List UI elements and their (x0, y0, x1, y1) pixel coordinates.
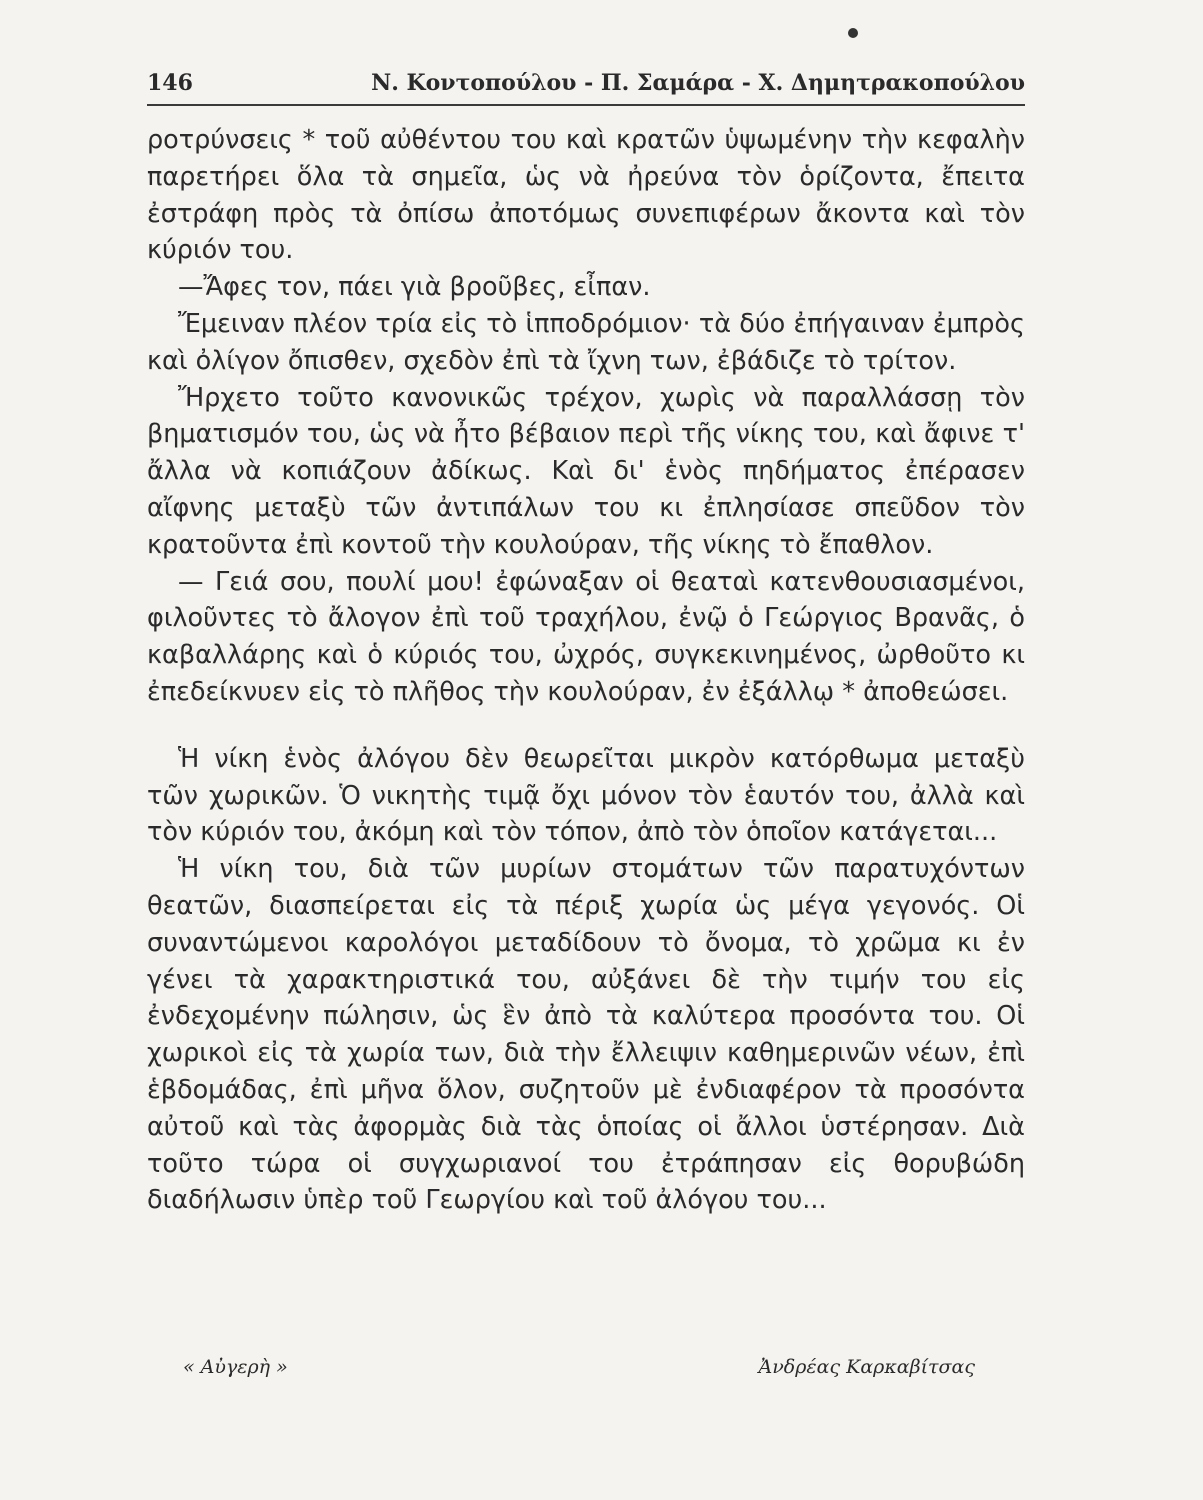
author-name: Ἀνδρέας Καρκαβίτσας (758, 1356, 975, 1378)
running-head: Ν. Κοντοπούλου - Π. Σαμάρα - Χ. Δημητρακοπούλου (371, 70, 1025, 96)
page-number: 146 (147, 70, 193, 96)
citation-footer (147, 1356, 1025, 1390)
page-header (147, 64, 1025, 106)
ink-speck (848, 28, 858, 38)
paragraph-2: —Ἄφες τον, πάει γιὰ βροῦβες, εἶπαν. (178, 272, 651, 303)
paragraph-3: Ἔμειναν πλέον τρία εἰς τὸ ἱπποδρόμιον· τὰ δύο ἐπήγαιναν ἐμπρὸς καὶ ὀλίγον ὄπισθεν, σχεδὸν ἐπὶ τὰ ἴχνη των, ἐβάδιζε τὸ τρίτον. (147, 308, 1025, 376)
source-title: « Αὐγερὴ » (183, 1356, 288, 1378)
paragraph-1: ροτρύνσεις * τοῦ αὐθέντου του καὶ κρατῶν ὑψωμένην τὴν κεφαλὴν παρετήρει ὅλα τὰ σημεῖα, ὡς νὰ ἠρεύνα τὸν ὁρίζοντα, ἔπειτα ἐστράφη πρὸς τὰ ὀπίσω ἀποτόμως συνεπιφέρων ἄκοντα καὶ τὸν κύριόν του. (147, 125, 1025, 266)
paragraph-4: Ἤρχετο τοῦτο κανονικῶς τρέχον, χωρὶς νὰ παραλλάσσῃ τὸν βηματισμόν του, ὡς νὰ ἦτο βέβαιον περὶ τῆς νίκης του, καὶ ἄφινε τ' ἄλλα νὰ κοπιάζουν ἀδίκως. Καὶ δι' ἑνὸς πηδήματος ἐπέρασεν αἴφνης μεταξὺ τῶν ἀντιπάλων του κι ἐπλησίασε σπεῦδον τὸν κρατοῦντα ἐπὶ κοντοῦ τὴν κουλούραν, τῆς νίκης τὸ ἔπαθλον. (147, 382, 1025, 560)
body-text (147, 122, 1025, 1219)
paragraph-7: Ἡ νίκη του, διὰ τῶν μυρίων στομάτων τῶν παρατυχόντων θεατῶν, διασπείρεται εἰς τὰ πέριξ χωρία ὡς μέγα γεγονός. Οἱ συναντώμενοι καρολόγοι μεταδίδουν τὸ ὄνομα, τὸ χρῶμα κι ἐν γένει τὰ χαρακτηριστικά του, αὐξάνει δὲ τὴν τιμήν του εἰς ἐνδεχομένην πώλησιν, ὡς ἓν ἀπὸ τὰ καλύτερα προσόντα του. Οἱ χωρικοὶ εἰς τὰ χωρία των, διὰ τὴν ἔλλειψιν καθημερινῶν νέων, ἐπὶ ἑβδομάδας, ἐπὶ μῆνα ὅλον, συζητοῦν μὲ ἐνδιαφέρον τὰ προσόντα αὐτοῦ καὶ τὰς ἀφορμὰς διὰ τὰς ὁποίας οἱ ἄλλοι ὑστέρησαν. Διὰ τοῦτο τώρα οἱ συγχωριανοί του ἐτράπησαν εἰς θορυβώδη διαδήλωσιν ὑπὲρ τοῦ Γεωργίου καὶ τοῦ ἀλόγου του... (147, 854, 1025, 1216)
paragraph-5: — Γειά σου, πουλί μου! ἐφώναξαν οἱ θεαταὶ κατενθουσιασμένοι, φιλοῦντες τὸ ἄλογον ἐπὶ τοῦ τραχήλου, ἐνῷ ὁ Γεώργιος Βρανᾶς, ὁ καβαλλάρης καὶ ὁ κύριός του, ὠχρός, συγκεκινημένος, ὠρθοῦτο κι ἐπεδείκνυεν εἰς τὸ πλῆθος τὴν κουλούραν, ἐν ἐξάλλῳ * ἀποθεώσει. (147, 566, 1025, 707)
paragraph-6: Ἡ νίκη ἑνὸς ἀλόγου δὲν θεωρεῖται μικρὸν κατόρθωμα μεταξὺ τῶν χωρικῶν. Ὁ νικητὴς τιμᾷ ὄχι μόνον τὸν ἑαυτόν του, ἀλλὰ καὶ τὸν κύριόν του, ἀκόμη καὶ τὸν τόπον, ἀπὸ τὸν ὁποῖον κατάγεται... (147, 743, 1025, 848)
